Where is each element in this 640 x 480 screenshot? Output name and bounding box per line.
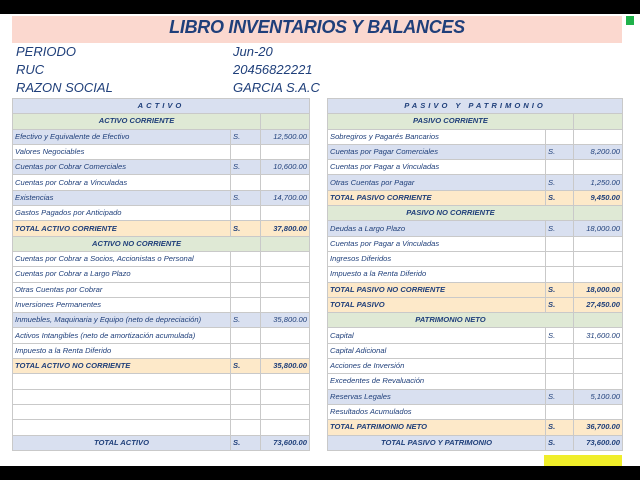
currency-cell[interactable] [231,267,261,282]
empty-cell[interactable] [261,114,310,129]
account-label-cell[interactable]: Resultados Acumulados [328,404,546,419]
currency-cell[interactable]: S. [546,221,574,236]
amount-cell[interactable] [574,374,623,389]
account-label-cell[interactable]: TOTAL PASIVO [328,297,546,312]
section-subheader[interactable]: ACTIVO CORRIENTE [13,114,261,129]
pasivo-row [328,343,623,358]
account-label-cell[interactable]: Cuentas por Pagar a Vinculadas [328,160,546,175]
amount-cell[interactable]: 10,600.00 [261,160,310,175]
currency-cell[interactable] [231,404,261,419]
account-label-cell[interactable]: Cuentas por Cobrar Comerciales [13,160,231,175]
currency-cell[interactable]: S. [231,221,261,236]
amount-cell[interactable] [261,206,310,221]
activo-row [13,359,310,374]
account-label-cell[interactable]: Impuesto a la Renta Diferido [328,267,546,282]
activo-row [13,160,310,175]
section-subheader[interactable]: PASIVO NO CORRIENTE [328,206,574,221]
amount-cell[interactable]: 18,000.00 [574,282,623,297]
currency-cell[interactable]: S. [231,190,261,205]
pasivo-table [327,98,623,451]
pasivo-header: PASIVO Y PATRIMONIO [328,99,623,114]
amount-cell[interactable]: 18,000.00 [574,221,623,236]
currency-cell[interactable] [546,404,574,419]
amount-cell[interactable]: 9,450.00 [574,190,623,205]
razon-social-label: RAZON SOCIAL [16,80,113,95]
highlight-cell [544,455,622,466]
activo-row [13,221,310,236]
account-label-cell[interactable]: Efectivo y Equivalente de Efectivo [13,129,231,144]
amount-cell[interactable]: 73,600.00 [574,435,623,450]
currency-cell[interactable] [546,251,574,266]
page-title: LIBRO INVENTARIOS Y BALANCES [169,17,465,37]
amount-cell[interactable]: 8,200.00 [574,144,623,159]
amount-cell[interactable] [261,175,310,190]
amount-cell[interactable] [261,374,310,389]
amount-cell[interactable]: 1,250.00 [574,175,623,190]
currency-cell[interactable]: S. [231,160,261,175]
account-label-cell[interactable] [13,420,231,435]
account-label-cell[interactable]: Cuentas por Cobrar a Socios, Accionistas o Personal [13,251,231,266]
currency-cell[interactable] [231,420,261,435]
pasivo-row [328,420,623,435]
pasivo-row [328,374,623,389]
section-subheader[interactable]: PATRIMONIO NETO [328,313,574,328]
amount-cell[interactable]: 35,800.00 [261,359,310,374]
activo-row [13,420,310,435]
pasivo-row [328,297,623,312]
pasivo-row [328,175,623,190]
amount-cell[interactable] [574,251,623,266]
currency-cell[interactable]: S. [546,435,574,450]
account-label-cell[interactable]: Capital Adicional [328,343,546,358]
currency-cell[interactable] [231,374,261,389]
pasivo-row [328,190,623,205]
amount-cell[interactable]: 27,450.00 [574,297,623,312]
amount-cell[interactable]: 73,600.00 [261,435,310,450]
account-label-cell[interactable]: Sobregiros y Pagarés Bancarios [328,129,546,144]
activo-row [13,206,310,221]
amount-cell[interactable]: 5,100.00 [574,389,623,404]
currency-cell[interactable]: S. [546,282,574,297]
currency-cell[interactable] [231,206,261,221]
amount-cell[interactable] [261,328,310,343]
pasivo-row [328,129,623,144]
pasivo-row [328,435,623,450]
activo-table [12,98,310,451]
account-label-cell[interactable]: Cuentas por Cobrar a Vinculadas [13,175,231,190]
pasivo-row [328,206,623,221]
currency-cell[interactable]: S. [546,190,574,205]
pasivo-row [328,404,623,419]
account-label-cell[interactable]: TOTAL ACTIVO NO CORRIENTE [13,359,231,374]
account-label-cell[interactable]: TOTAL PATRIMONIO NETO [328,420,546,435]
amount-cell[interactable] [261,343,310,358]
section-subheader[interactable]: PASIVO CORRIENTE [328,114,574,129]
currency-cell[interactable]: S. [231,313,261,328]
account-label-cell[interactable]: TOTAL ACTIVO [13,435,231,450]
currency-cell[interactable] [546,359,574,374]
ruc-label: RUC [16,62,45,77]
empty-cell[interactable] [574,313,623,328]
pasivo-row [328,114,623,129]
account-label-cell[interactable]: TOTAL PASIVO NO CORRIENTE [328,282,546,297]
empty-cell[interactable] [574,114,623,129]
activo-row [13,328,310,343]
account-label-cell[interactable]: Deudas a Largo Plazo [328,221,546,236]
currency-cell[interactable]: S. [231,359,261,374]
activo-row [13,374,310,389]
activo-row [13,175,310,190]
pasivo-row [328,236,623,251]
currency-cell[interactable]: S. [546,389,574,404]
currency-cell[interactable]: S. [546,420,574,435]
currency-cell[interactable] [231,389,261,404]
amount-cell[interactable]: 35,800.00 [261,313,310,328]
currency-cell[interactable] [546,374,574,389]
amount-cell[interactable]: 14,700.00 [261,190,310,205]
pasivo-row [328,313,623,328]
pasivo-row [328,328,623,343]
account-label-cell[interactable]: Cuentas por Cobrar a Largo Plazo [13,267,231,282]
pasivo-row [328,251,623,266]
account-label-cell[interactable]: Valores Negociables [13,144,231,159]
amount-cell[interactable] [574,343,623,358]
amount-cell[interactable] [261,420,310,435]
currency-cell[interactable]: S. [546,144,574,159]
currency-cell[interactable]: S. [546,328,574,343]
amount-cell[interactable]: 31,600.00 [574,328,623,343]
amount-cell[interactable] [261,144,310,159]
activo-row [13,190,310,205]
activo-row [13,313,310,328]
currency-cell[interactable]: S. [231,435,261,450]
activo-row [13,343,310,358]
amount-cell[interactable]: 37,800.00 [261,221,310,236]
account-label-cell[interactable] [13,389,231,404]
account-label-cell[interactable]: Existencias [13,190,231,205]
currency-cell[interactable] [546,236,574,251]
empty-cell[interactable] [574,206,623,221]
activo-row [13,144,310,159]
currency-cell[interactable] [231,251,261,266]
currency-cell[interactable]: S. [231,129,261,144]
account-label-cell[interactable]: Impuesto a la Renta Diferido [13,343,231,358]
green-marker [626,16,634,25]
pasivo-row [328,359,623,374]
amount-cell[interactable] [574,160,623,175]
account-label-cell[interactable]: Inmuebles, Maquinaria y Equipo (neto de depreciación) [13,313,231,328]
amount-cell[interactable] [261,389,310,404]
amount-cell[interactable] [261,282,310,297]
amount-cell[interactable]: 36,700.00 [574,420,623,435]
currency-cell[interactable]: S. [546,175,574,190]
activo-row [13,404,310,419]
account-label-cell[interactable]: Cuentas por Pagar Comerciales [328,144,546,159]
currency-cell[interactable] [546,129,574,144]
ruc-value: 20456822221 [233,62,313,77]
account-label-cell[interactable]: TOTAL PASIVO Y PATRIMONIO [328,435,546,450]
currency-cell[interactable] [231,343,261,358]
pasivo-row [328,267,623,282]
currency-cell[interactable] [231,328,261,343]
amount-cell[interactable] [261,297,310,312]
amount-cell[interactable] [574,236,623,251]
periodo-value: Jun-20 [233,44,273,59]
periodo-label: PERIODO [16,44,76,59]
razon-social-value: GARCIA S.A.C [233,80,320,95]
currency-cell[interactable] [546,267,574,282]
amount-cell[interactable] [261,404,310,419]
currency-cell[interactable] [546,343,574,358]
currency-cell[interactable] [231,144,261,159]
account-label-cell[interactable]: Activos Intangibles (neto de amortización acumulada) [13,328,231,343]
account-label-cell[interactable]: Cuentas por Pagar a Vinculadas [328,236,546,251]
activo-row [13,236,310,251]
currency-cell[interactable] [231,297,261,312]
amount-cell[interactable] [261,251,310,266]
activo-row [13,435,310,450]
account-label-cell[interactable]: Inversiones Permanentes [13,297,231,312]
pasivo-row [328,282,623,297]
section-subheader[interactable]: ACTIVO NO CORRIENTE [13,236,261,251]
account-label-cell[interactable]: Excedentes de Revaluación [328,374,546,389]
activo-row [13,267,310,282]
activo-header: ACTIVO [13,99,310,114]
pasivo-row [328,389,623,404]
currency-cell[interactable] [546,160,574,175]
amount-cell[interactable] [574,267,623,282]
account-label-cell[interactable]: Ingresos Diferidos [328,251,546,266]
amount-cell[interactable] [261,267,310,282]
amount-cell[interactable] [574,404,623,419]
account-label-cell[interactable]: Otras Cuentas por Cobrar [13,282,231,297]
activo-row [13,389,310,404]
account-label-cell[interactable]: TOTAL PASIVO CORRIENTE [328,190,546,205]
account-label-cell[interactable] [13,374,231,389]
activo-row [13,114,310,129]
amount-cell[interactable] [574,129,623,144]
currency-cell[interactable] [231,175,261,190]
currency-cell[interactable] [231,282,261,297]
empty-cell[interactable] [261,236,310,251]
amount-cell[interactable] [574,359,623,374]
activo-row [13,129,310,144]
account-label-cell[interactable]: Reservas Legales [328,389,546,404]
spreadsheet-sheet [0,14,640,466]
account-label-cell[interactable]: Otras Cuentas por Pagar [328,175,546,190]
currency-cell[interactable]: S. [546,297,574,312]
pasivo-row [328,221,623,236]
activo-row [13,297,310,312]
account-label-cell[interactable]: TOTAL ACTIVO CORRIENTE [13,221,231,236]
activo-row [13,282,310,297]
account-label-cell[interactable]: Capital [328,328,546,343]
account-label-cell[interactable] [13,404,231,419]
amount-cell[interactable]: 12,500.00 [261,129,310,144]
account-label-cell[interactable]: Acciones de Inversión [328,359,546,374]
activo-row [13,251,310,266]
account-label-cell[interactable]: Gastos Pagados por Anticipado [13,206,231,221]
pasivo-row [328,160,623,175]
pasivo-row [328,144,623,159]
